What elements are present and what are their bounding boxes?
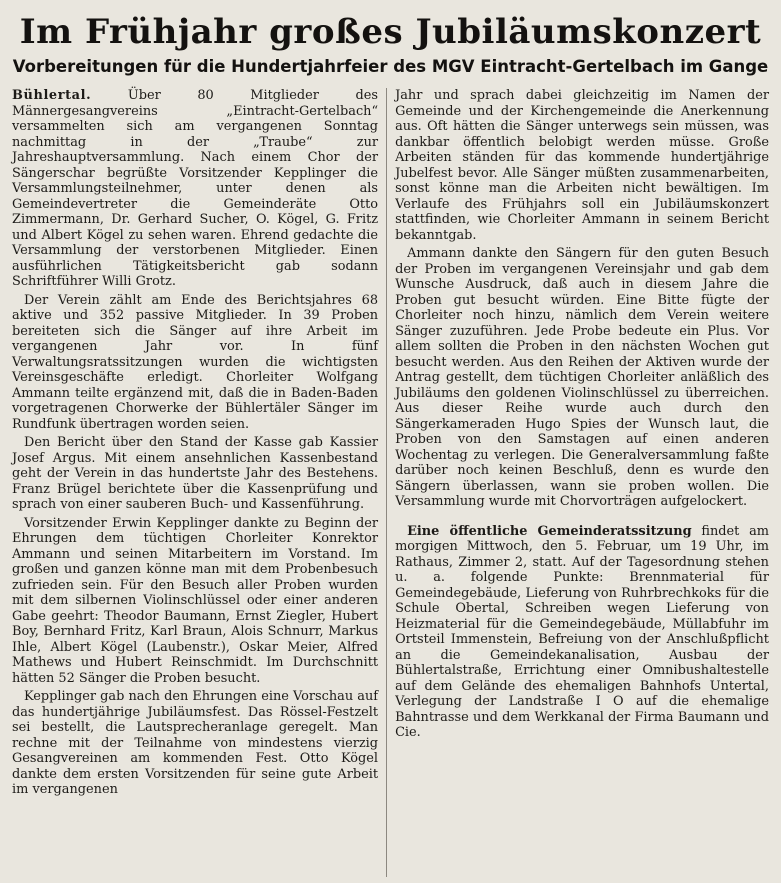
article-paragraph: Ammann dankte den Sängern für den guten Besuch der Proben im vergangenen Vereinsjahr und gab dem Wunsche Ausdruck, daß auch in diesem Jahre die Proben gut besucht würden. Eine Bitte fügte der Chorleiter noch hinzu, nämlich dem Verein weitere Sänger zuzuführen. Jede Probe bedeute ein Plus. Vor allem sollten die Proben in den nächsten Wochen gut besucht werden. Aus den Reihen der Aktiven wurde der Antrag gestellt, dem tüchtigen Chorleiter anläßlich des Jubiläums den goldenen Violinschlüssel zu überreichen. Aus dieser Reihe wurde auch durch den Sängerkameraden Hugo Spies der Wunsch laut, die Proben von den Samstagen auf einen anderen Wochentag zu verlegen. Die Generalversammlung faßte darüber noch keinen Beschluß, denn es wurde den Sängern überlassen, wann sie proben wollen. Die Versammlung wurde mit Chorvorträgen aufgelockert. — [395, 246, 769, 509]
article-paragraph: Der Verein zählt am Ende des Berichtsjahres 68 aktive und 352 passive Mitglieder. In 39 Proben bereiteten sich die Sänger auf ihre Arbeit im vergangenen Jahr vor. In fünf Verwaltungsratssitzungen wurden die wichtigsten Vereinsgeschäfte erledigt. Chorleiter Wolfgang Ammann teilte ergänzend mit, daß die in Baden-Baden vorgetragenen Chorwerke der Bühlertäler Sänger im Rundfunk übertragen worden seien. — [12, 292, 379, 432]
left-column — [12, 88, 386, 877]
notice-heading: Eine öffentliche Gemeinderatssitzung — [407, 523, 692, 539]
subheadline: Vorbereitungen für die Hundertjahrfeier des MGV Eintracht-Gertelbach im Gange — [12, 57, 769, 76]
article-paragraph: Kepplinger gab nach den Ehrungen eine Vorschau auf das hundertjährige Jubiläumsfest. Das Rössel-Festzelt sei bestellt, die Lautsprecheranlage geregelt. Man rechne mit der Teilnahme von mindestens vierzig Gesangvereinen am kommenden Fest. Otto Kögel dankte dem ersten Vorsitzenden für seine gute Arbeit im vergangenen — [12, 689, 379, 797]
council-meeting-notice — [395, 524, 769, 741]
article-paragraph: Vorsitzender Erwin Kepplinger dankte zu Beginn der Ehrungen dem tüchtigen Chorleiter Konrektor Ammann und seinen Mitarbeitern im Vorstand. Im großen und ganzen könne man mit dem Probenbesuch zufrieden sein. Für den Besuch aller Proben wurden mit dem silbernen Violinschlüssel oder einer anderen Gabe geehrt: Theodor Baumann, Ernst Ziegler, Hubert Boy, Bernhard Fritz, Karl Braun, Alois Schnurr, Markus Ihle, Albert Kögel (Laubenstr.), Oskar Meier, Alfred Mathews und Hubert Reinschmidt. Im Durchschnitt hätten 52 Sänger die Proben besucht. — [12, 515, 379, 686]
notice-body: findet am morgigen Mittwoch, den 5. Februar, um 19 Uhr, im Rathaus, Zimmer 2, statt. Auf der Tagesordnung stehen u. a. folgende Punkte: Brennmaterial für Gemeindegebäude, Lieferung von Ruhrbrechkoks für die Schule Obertal, Schreiben wegen Lieferung von Heizmaterial für die Gemeindegebäude, Müllabfuhr im Ortsteil Immenstein, Befreiung von der Anschlußpflicht an die Gemeindekanalisation, Ausbau der Bühlertalstraße, Errichtung einer Omnibushaltestelle auf dem Gelände des ehemaligen Bahnhofs Untertal, Verlegung der Landstraße I O auf die ehemalige Bahntrasse und dem Werkkanal der Firma Baumann und Cie. — [395, 523, 769, 740]
article-paragraph: Jahr und sprach dabei gleichzeitig im Namen der Gemeinde und der Kirchengemeinde die Anerkennung aus. Oft hätten die Sänger unterwegs sein müssen, was dankbar öffentlich belobigt werden müsse. Große Arbeiten ständen für das kommende hundertjährige Jubelfest bevor. Alle Sänger müßten zusammenarbeiten, sonst könne man die Arbeiten nicht bewältigen. Im Verlaufe des Frühjahrs soll ein Jubiläumskonzert stattfinden, wie Chorleiter Ammann in seinem Bericht bekanntgab. — [395, 88, 769, 243]
article-body — [12, 88, 769, 877]
paragraph-text: Über 80 Mitglieder des Männergesangvereins „Eintracht-Gertelbach“ versammelten sich am vergangenen Sonntag nachmittag in der „Traube“ zur Jahreshauptversammlung. Nach einem Chor der Sängerschar begrüßte Vorsitzender Kepplinger die Versammlungsteilnehmer, unter denen als Gemeindevertreter die Gemeinderäte Otto Zimmermann, Dr. Gerhard Sucher, O. Kögel, G. Fritz und Albert Kögel zu sehen waren. Ehrend gedachte die Versammlung der verstorbenen Mitglieder. Einen ausführlichen Tätigkeitsbericht gab sodann Schriftführer Willi Grotz. — [12, 88, 379, 289]
article-paragraph — [12, 88, 378, 290]
headline: Im Frühjahr großes Jubiläumskonzert — [19, 12, 762, 52]
dateline: Bühlertal. — [12, 88, 92, 103]
article-paragraph: Den Bericht über den Stand der Kasse gab Kassier Josef Argus. Mit einem ansehnlichen Kassenbestand geht der Verein in das hundertste Jahr des Bestehens. Franz Brügel berichtete über die Kassenprüfung und sprach von einer sauberen Buch- und Kassenführung. — [12, 435, 379, 512]
right-column — [386, 88, 769, 877]
